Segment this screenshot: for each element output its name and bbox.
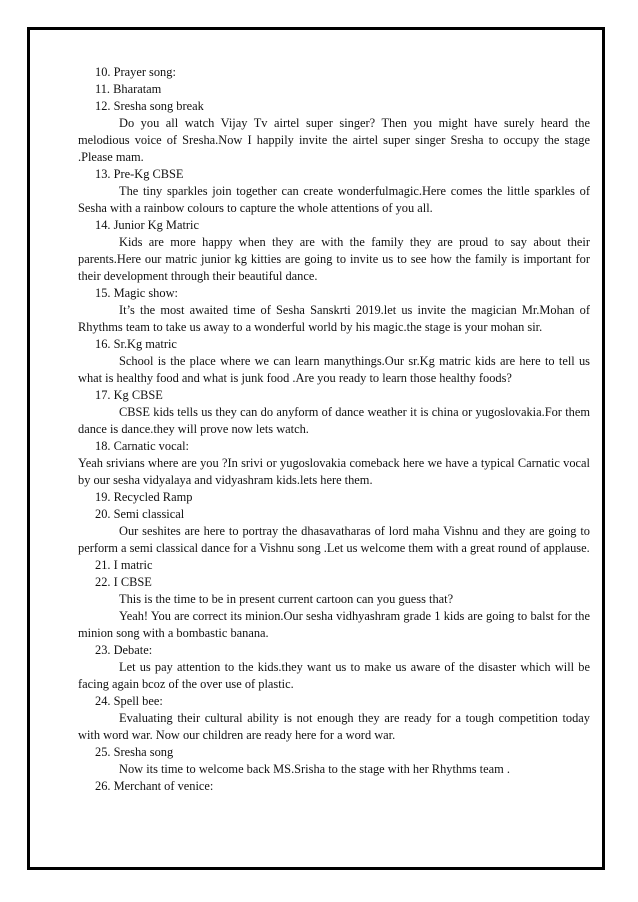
document-body bbox=[78, 64, 590, 795]
item-text: I matric bbox=[113, 558, 153, 572]
list-item bbox=[78, 438, 590, 455]
paragraph: Evaluating their cultural ability is not enough they are ready for a tough competition today with word war. Now our children are ready here for a word war. bbox=[78, 711, 590, 742]
item-text: Sresha song break bbox=[113, 99, 204, 113]
paragraph: Let us pay attention to the kids.they want us to make us aware of the disaster which will be facing again bcoz of the over use of plastic. bbox=[78, 660, 590, 691]
item-text: Magic show: bbox=[113, 286, 178, 300]
list-item bbox=[78, 693, 590, 710]
item-number: 10. bbox=[95, 65, 111, 79]
item-text: Pre-Kg CBSE bbox=[113, 167, 184, 181]
paragraph: Yeah! You are correct its minion.Our sesha vidhyashram grade 1 kids are going to balst for the minion song with a bombastic banana. bbox=[78, 609, 590, 640]
list-item bbox=[78, 81, 590, 98]
item-text: Kg CBSE bbox=[113, 388, 163, 402]
item-number: 18. bbox=[95, 439, 111, 453]
item-number: 24. bbox=[95, 694, 111, 708]
item-text: Sr.Kg matric bbox=[113, 337, 177, 351]
item-number: 25. bbox=[95, 745, 111, 759]
paragraph: Kids are more happy when they are with the family they are proud to say about their parents.Here our matric junior kg kitties are going to invite us to see how the family is important for their development through their beautiful dance. bbox=[78, 235, 590, 283]
list-item bbox=[78, 744, 590, 761]
paragraph: Yeah srivians where are you ?In srivi or yugoslovakia comeback here we have a typical Carnatic vocal by our sesha vidyalaya and vidyashram kids.lets here them. bbox=[78, 456, 590, 487]
list-item bbox=[78, 387, 590, 404]
item-number: 20. bbox=[95, 507, 111, 521]
list-item bbox=[78, 166, 590, 183]
item-text: Sresha song bbox=[113, 745, 174, 759]
list-item bbox=[78, 642, 590, 659]
item-text: Merchant of venice: bbox=[113, 779, 214, 793]
item-number: 22. bbox=[95, 575, 111, 589]
item-text: Bharatam bbox=[113, 82, 162, 96]
paragraph: Do you all watch Vijay Tv airtel super singer? Then you might have surely heard the melodious voice of Sresha.Now I happily invite the airtel super singer Sresha to occupy the stage .Please mam. bbox=[78, 116, 590, 164]
item-text: I CBSE bbox=[113, 575, 152, 589]
item-text: Junior Kg Matric bbox=[113, 218, 199, 232]
paragraph: School is the place where we can learn manythings.Our sr.Kg matric kids are here to tell us what is healthy food and what is junk food .Are you ready to learn those healthy foods? bbox=[78, 354, 590, 385]
item-text: Semi classical bbox=[113, 507, 185, 521]
list-item bbox=[78, 336, 590, 353]
item-number: 23. bbox=[95, 643, 111, 657]
item-text: Recycled Ramp bbox=[113, 490, 193, 504]
item-number: 26. bbox=[95, 779, 111, 793]
item-number: 15. bbox=[95, 286, 111, 300]
item-number: 19. bbox=[95, 490, 111, 504]
item-text: Spell bee: bbox=[113, 694, 163, 708]
item-number: 11. bbox=[95, 82, 111, 96]
paragraph: The tiny sparkles join together can create wonderfulmagic.Here comes the little sparkles of Sesha with a rainbow colours to capture the whole attentions of you all. bbox=[78, 184, 590, 215]
item-number: 17. bbox=[95, 388, 111, 402]
item-number: 21. bbox=[95, 558, 111, 572]
paragraph: CBSE kids tells us they can do anyform of dance weather it is china or yugoslovakia.For them dance is dance.they will prove now lets watch. bbox=[78, 405, 590, 436]
paragraph: This is the time to be in present current cartoon can you guess that? bbox=[119, 592, 454, 606]
paragraph: Now its time to welcome back MS.Srisha to the stage with her Rhythms team . bbox=[119, 762, 510, 776]
item-number: 16. bbox=[95, 337, 111, 351]
item-text: Carnatic vocal: bbox=[113, 439, 189, 453]
list-item bbox=[78, 98, 590, 115]
list-item bbox=[78, 574, 590, 591]
item-text: Prayer song: bbox=[113, 65, 176, 79]
paragraph: Our seshites are here to portray the dhasavatharas of lord maha Vishnu and they are going to perform a semi classical dance for a Vishnu song .Let us welcome them with a great round of applause. bbox=[78, 524, 590, 555]
item-text: Debate: bbox=[113, 643, 153, 657]
list-item bbox=[78, 64, 590, 81]
list-item bbox=[78, 489, 590, 506]
item-number: 12. bbox=[95, 99, 111, 113]
paragraph: It’s the most awaited time of Sesha Sanskrti 2019.let us invite the magician Mr.Mohan of Rhythms team to take us away to a wonderful world by his magic.the stage is your mohan sir. bbox=[78, 303, 590, 334]
list-item bbox=[78, 217, 590, 234]
list-item bbox=[78, 506, 590, 523]
item-number: 14. bbox=[95, 218, 111, 232]
list-item bbox=[78, 778, 590, 795]
list-item bbox=[78, 285, 590, 302]
list-item bbox=[78, 557, 590, 574]
item-number: 13. bbox=[95, 167, 111, 181]
